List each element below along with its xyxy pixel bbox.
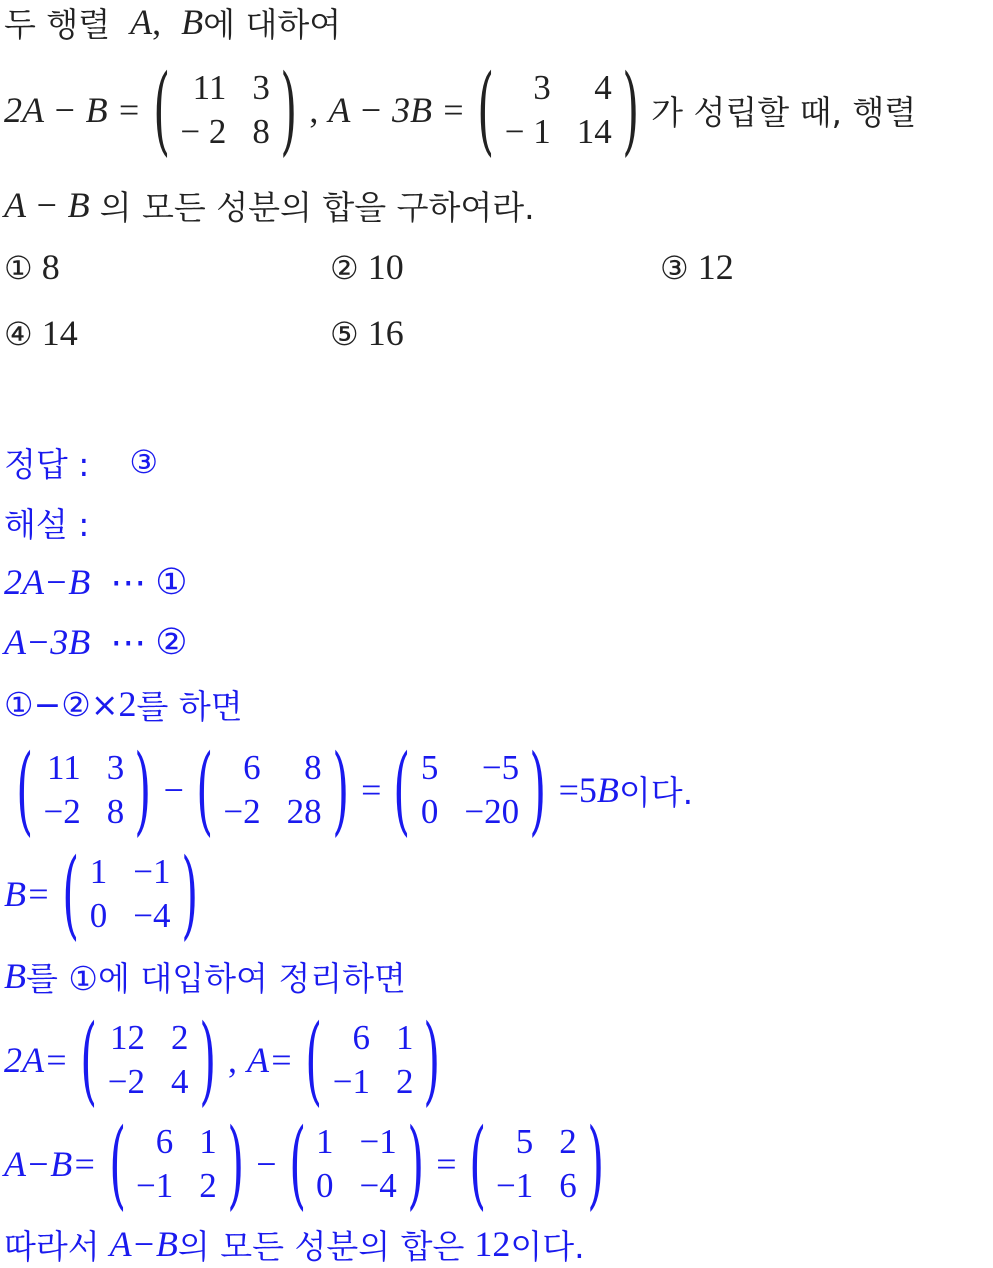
step-rhs: A=: [246, 1040, 294, 1080]
matrix-cell: 8: [304, 748, 322, 787]
matrix-cell: 2: [395, 1062, 414, 1101]
choice-mark: ②: [330, 249, 359, 287]
matrix-step4-b: ( 6 8 −2 28 ): [196, 734, 349, 846]
matrix-a-symbol: A: [130, 2, 153, 42]
choice-mark: ④: [4, 315, 33, 353]
step-num: 2: [118, 684, 137, 724]
matrix-eq2: ( 3 4 − 1 14 ): [477, 54, 639, 166]
question-equations: [4, 54, 917, 166]
matrix-cell: 4: [594, 68, 612, 107]
ask-text: 의 모든 성분의 합을 구하여라.: [99, 187, 535, 227]
step-5: [4, 838, 210, 950]
matrix-cell: 5: [420, 748, 439, 787]
matrix-cell: − 1: [504, 112, 551, 151]
choice-mark: ⑤: [330, 315, 359, 353]
matrix-step4-c: ( 5 −5 0 −20 ): [393, 734, 547, 846]
matrix-cell: 8: [106, 792, 125, 831]
matrix-step8-b: ( 1 −1 0 −4 ): [288, 1108, 424, 1220]
choice-3[interactable]: [660, 246, 734, 288]
choice-5[interactable]: [330, 312, 404, 354]
conclusion: [4, 1220, 585, 1268]
step-lhs: A−B=: [4, 1144, 97, 1184]
answer-value: ③: [129, 443, 159, 481]
matrix-cell: −1: [136, 1166, 174, 1205]
step-lhs: B=: [4, 874, 51, 914]
answer-line: [4, 440, 158, 484]
matrix-cell: −5: [481, 748, 520, 787]
matrix-cell: 1: [199, 1122, 217, 1161]
matrix-cell: 0: [89, 896, 108, 935]
eq2-lhs: A − 3B =: [328, 90, 466, 130]
intro-text: 두 행렬: [4, 4, 111, 44]
step-var: B: [596, 770, 619, 810]
matrix-cell: 12: [110, 1018, 145, 1057]
matrix-step4-a: ( 11 3 −2 8 ): [16, 734, 152, 846]
step-6: [4, 952, 406, 1000]
choice-2[interactable]: [330, 246, 404, 288]
matrix-step8-c: ( 5 2 −1 6 ): [468, 1108, 604, 1220]
eq-tail: 가 성립할 때, 행렬: [651, 92, 917, 132]
step-text: 를 ①에 대입하여 정리하면: [26, 958, 406, 998]
conclusion-text: 의 모든 성분의 합은: [177, 1226, 465, 1266]
matrix-cell: 4: [171, 1062, 189, 1101]
matrix-eq1: ( 11 3 − 2 8 ): [153, 54, 298, 166]
matrix-cell: −1: [133, 852, 171, 891]
eq1-lhs: 2A − B =: [4, 90, 141, 130]
conclusion-text: 따라서: [4, 1226, 100, 1266]
matrix-cell: 6: [559, 1166, 577, 1205]
step-7: [4, 1004, 453, 1116]
step-tail: ⋯ ①: [110, 562, 188, 602]
matrix-cell: 0: [316, 1166, 334, 1205]
matrix-cell: 1: [395, 1018, 414, 1057]
matrix-cell: 2: [199, 1166, 217, 1205]
matrix-b-symbol: B: [181, 2, 204, 42]
step-lhs: 2A=: [4, 1040, 69, 1080]
matrix-step8-a: ( 6 1 −1 2 ): [108, 1108, 244, 1220]
matrix-cell: 11: [192, 68, 227, 107]
matrix-cell: −20: [464, 792, 520, 831]
matrix-cell: 2: [171, 1018, 189, 1057]
matrix-B: ( 1 −1 0 −4 ): [62, 838, 198, 950]
answer-label: 정답 :: [4, 444, 90, 484]
matrix-cell: 1: [89, 852, 108, 891]
matrix-cell: −2: [223, 792, 261, 831]
choice-value: 8: [41, 247, 60, 287]
matrix-cell: 6: [243, 748, 261, 787]
matrix-cell: −1: [332, 1062, 370, 1101]
comma: ,: [309, 90, 319, 130]
matrix-cell: −2: [43, 792, 81, 831]
matrix-cell: −4: [359, 1166, 397, 1205]
question-intro: [4, 0, 341, 44]
matrix-A: ( 6 1 −1 2 ): [305, 1004, 441, 1116]
conclusion-text: 이다.: [510, 1226, 585, 1266]
matrix-cell: 0: [420, 792, 439, 831]
step-4: ( 11 3 −2 8 ) − ( 6 8 −2 28 ) = ( 5 −5 0 −20 ) =5 B 이다.: [4, 738, 693, 842]
matrix-cell: 6: [155, 1122, 174, 1161]
matrix-cell: 8: [252, 112, 270, 151]
choice-value: 14: [41, 313, 78, 353]
matrix-cell: 3: [533, 68, 551, 107]
step-3: [4, 682, 243, 726]
matrix-cell: −2: [107, 1062, 145, 1101]
matrix-cell: 28: [286, 792, 322, 831]
choice-mark: ①: [4, 249, 33, 287]
comma: ,: [227, 1040, 237, 1080]
step-2: [4, 620, 188, 664]
matrix-cell: 1: [316, 1122, 334, 1161]
matrix-cell: 14: [576, 112, 612, 151]
matrix-cell: 11: [47, 748, 81, 787]
matrix-cell: −1: [359, 1122, 397, 1161]
choice-4[interactable]: [4, 312, 78, 354]
step-math: 2A−B: [4, 562, 91, 602]
choice-mark: ③: [660, 249, 689, 287]
matrix-cell: −1: [495, 1166, 534, 1205]
step-var: B: [4, 956, 26, 996]
intro-end: 에 대하여: [203, 4, 342, 44]
step-text: 이다.: [618, 772, 694, 812]
matrix-cell: −4: [133, 896, 171, 935]
matrix-cell: − 2: [180, 112, 227, 151]
explain-label: 해설 :: [4, 504, 90, 544]
step-1: [4, 560, 188, 604]
matrix-cell: 5: [515, 1122, 534, 1161]
step-eq: =5: [558, 770, 597, 810]
step-tail: ⋯ ②: [110, 622, 188, 662]
explain-label-line: [4, 500, 89, 544]
choice-value: 16: [367, 313, 404, 353]
step-text: 를 하면: [136, 686, 243, 726]
matrix-cell: 2: [559, 1122, 577, 1161]
matrix-cell: 6: [352, 1018, 370, 1057]
ask-math: A − B: [4, 185, 90, 225]
conclusion-math: A−B: [109, 1224, 178, 1264]
choice-value: 10: [367, 247, 404, 287]
matrix-cell: 3: [252, 68, 270, 107]
choice-1[interactable]: [4, 246, 60, 288]
conclusion-num: 12: [474, 1224, 511, 1264]
comma: ,: [152, 2, 162, 42]
step-ops: ①−②×: [4, 684, 119, 724]
question-ask: [4, 180, 535, 230]
matrix-cell: 3: [106, 748, 125, 787]
matrix-2A: ( 12 2 −2 4 ): [80, 1004, 216, 1116]
step-8: A−B= ( 6 1 −1 2 ) − ( 1 −1 0 −4 ) = ( 5 2 −1 6 ): [4, 1112, 616, 1216]
step-math: A−3B: [4, 622, 91, 662]
choice-value: 12: [697, 247, 734, 287]
